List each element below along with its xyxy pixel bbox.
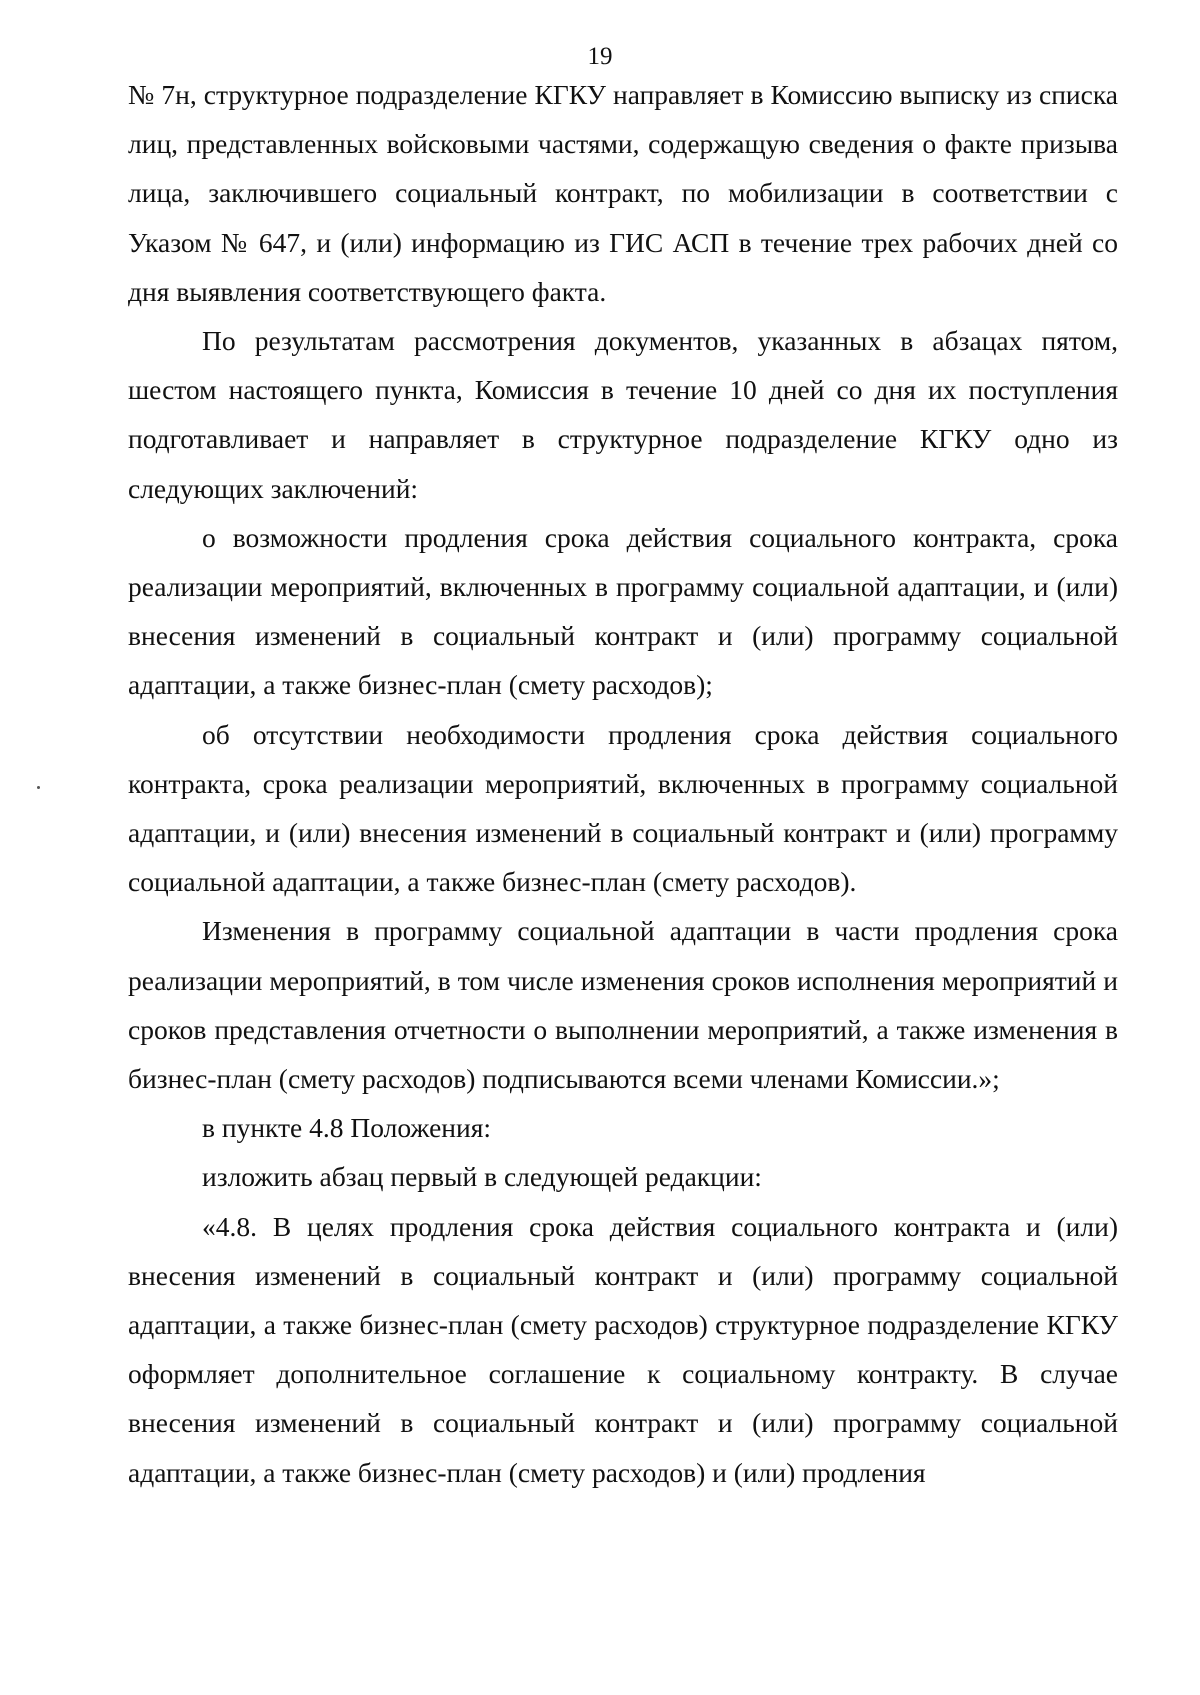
paragraph-new-wording: изложить абзац первый в следующей редакции: (202, 1161, 762, 1193)
paragraph-4-8-text: «4.8. В целях продления срока действия социального контракта и (или) внесения изменений в социальный контракт и (или) программу социальной адаптации, а также бизнес-план (смету расходов) структурное подразделение КГКУ оформляет дополнительное соглашение к социальному контракту. В случае внесения изменений в социальный контракт и (или) программу социальной адаптации, а также бизнес-план (смету расходов) и (или) продления (128, 1210, 1118, 1488)
document-body (128, 70, 1118, 1497)
paragraph-conclusion-no-need: об отсутствии необходимости продления срока действия социального контракта, срока реализации мероприятий, включенных в программу социальной адаптации, и (или) внесения изменений в социальный контракт и (или) программу социальной адаптации, а также бизнес-план (смету расходов). (128, 718, 1118, 898)
paragraph-clause-4-8: в пункте 4.8 Положения: (202, 1112, 491, 1144)
scan-speck (37, 786, 40, 789)
paragraph-conclusion-possibility: о возможности продления срока действия социального контракта, срока реализации мероприятий, включенных в программу социальной адаптации, и (или) внесения изменений в социальный контракт и (или) программу социальной адаптации, а также бизнес-план (смету расходов); (128, 521, 1118, 701)
paragraph-program-changes: Изменения в программу социальной адаптации в части продления срока реализации мероприятий, в том числе изменения сроков исполнения мероприятий и сроков представления отчетности о выполнении мероприятий, а также изменения в бизнес-план (смету расходов) подписываются всеми членами Комиссии.»; (128, 915, 1118, 1095)
page-number: 19 (587, 43, 613, 70)
paragraph-continuation: № 7н, структурное подразделение КГКУ направляет в Комиссию выписку из списка лиц, представленных войсковыми частями, содержащую сведения о факте призыва лица, заключившего социальный контракт, по мобилизации в соответствии с Указом № 647, и (или) информацию из ГИС АСП в течение трех рабочих дней со дня выявления соответствующего факта. (128, 79, 1118, 307)
paragraph-review-results: По результатам рассмотрения документов, указанных в абзацах пятом, шестом настоящего пункта, Комиссия в течение 10 дней со дня их поступления подготавливает и направляет в структурное подразделение КГКУ одно из следующих заключений: (128, 325, 1118, 504)
